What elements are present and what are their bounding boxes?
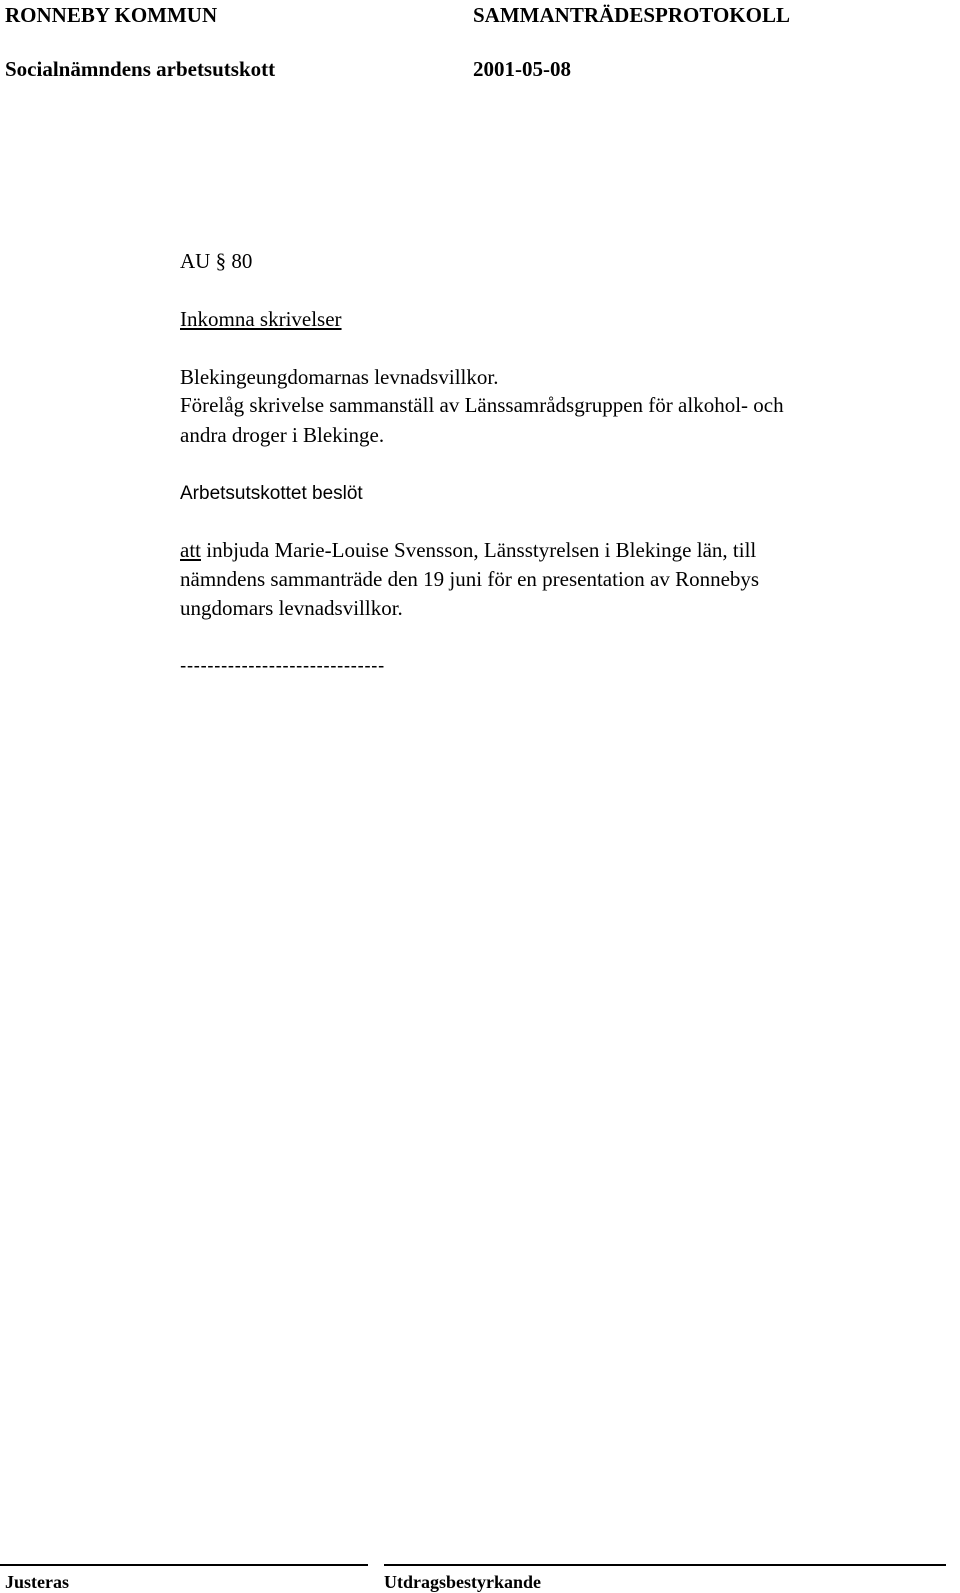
- signature-line-left: [0, 1564, 368, 1566]
- decision-line: ungdomars levnadsvillkor.: [180, 596, 403, 620]
- document-type: SAMMANTRÄDESPROTOKOLL: [473, 3, 790, 27]
- decision-line: [180, 536, 756, 565]
- organization-name: RONNEBY KOMMUN: [5, 3, 218, 27]
- decision-heading: Arbetsutskottet beslöt: [180, 483, 363, 504]
- item-reference: AU § 80: [180, 249, 253, 273]
- item-description-line: Förelåg skrivelse sammanställ av Länssamrådsgruppen för alkohol- och: [180, 393, 784, 417]
- decision-line: nämndens sammanträde den 19 juni för en presentation av Ronnebys: [180, 567, 760, 591]
- att-keyword: att: [180, 538, 201, 562]
- committee-name: Socialnämndens arbetsutskott: [5, 57, 276, 81]
- separator-line: ------------------------------: [180, 656, 385, 677]
- utdragsbestyrkande-label: Utdragsbestyrkande: [384, 1572, 542, 1592]
- justeras-label: Justeras: [5, 1572, 69, 1592]
- decision-text: inbjuda Marie-Louise Svensson, Länsstyrelsen i Blekinge län, till: [201, 538, 757, 562]
- signature-line-right: [384, 1564, 946, 1566]
- meeting-date: 2001-05-08: [473, 57, 571, 81]
- item-title: Blekingeungdomarnas levnadsvillkor.: [180, 365, 499, 389]
- section-heading: Inkomna skrivelser: [180, 307, 342, 331]
- item-description-line: andra droger i Blekinge.: [180, 423, 385, 447]
